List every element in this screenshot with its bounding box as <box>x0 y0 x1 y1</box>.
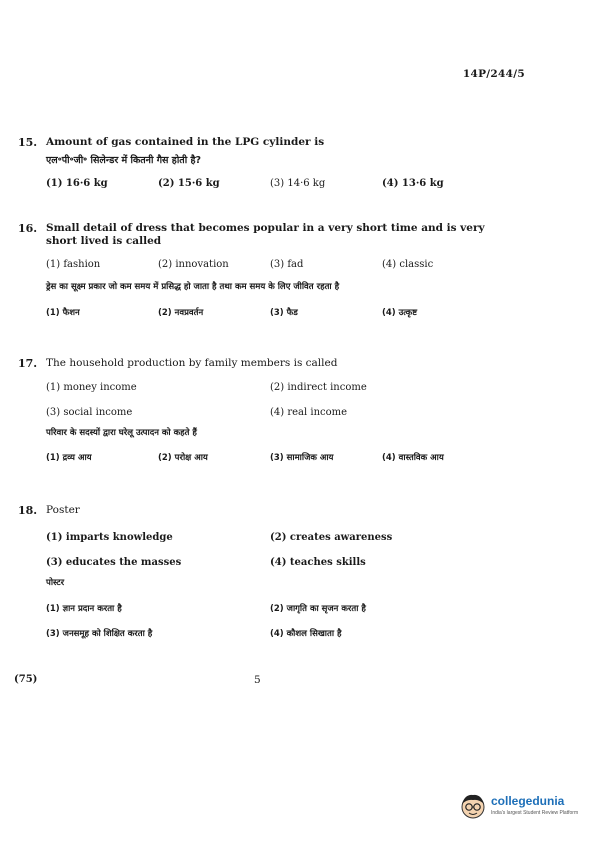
options-row <box>46 178 518 191</box>
footer-code: (75) <box>14 674 38 685</box>
option-1: (1) money income <box>46 382 137 393</box>
options-row-en <box>46 259 518 272</box>
question-number: 15. <box>18 136 38 149</box>
option-3-hi: (3) जनसमूह को शिक्षित करता है <box>46 629 153 639</box>
question-18 <box>18 504 518 641</box>
option-2: (2) 15·6 kg <box>158 178 220 189</box>
option-2: (2) indirect income <box>270 382 367 393</box>
question-text-en: Small detail of dress that becomes popular in a very short time and is very short lived is called <box>46 222 485 247</box>
option-3-hi: (3) फैड <box>270 308 298 318</box>
option-3: (3) fad <box>270 259 304 270</box>
student-avatar-icon <box>459 792 487 820</box>
option-4: (4) 13·6 kg <box>382 178 444 189</box>
option-2: (2) innovation <box>158 259 229 270</box>
question-16 <box>18 222 518 320</box>
option-2: (2) creates awareness <box>270 532 393 543</box>
option-1: (1) fashion <box>46 259 101 270</box>
question-number: 16. <box>18 222 38 235</box>
question-15 <box>18 136 518 191</box>
options-row-hi <box>46 307 518 320</box>
question-17 <box>18 357 518 465</box>
option-3: (3) 14·6 kg <box>270 178 326 189</box>
options-row-en-1 <box>46 532 518 545</box>
options-row-en-2 <box>46 557 518 570</box>
option-2-hi: (2) परोक्ष आय <box>158 453 208 463</box>
option-1-hi: (1) ज्ञान प्रदान करता है <box>46 604 122 614</box>
question-text-en: The household production by family members is called <box>46 357 338 369</box>
logo-brand: collegedunia <box>491 794 565 808</box>
options-row-en-1 <box>46 382 518 395</box>
collegedunia-logo <box>459 790 577 824</box>
question-text-en: Amount of gas contained in the LPG cylinder is <box>46 136 325 148</box>
option-2-hi: (2) जागृति का सृजन करता है <box>270 604 366 614</box>
option-4: (4) teaches skills <box>270 557 366 568</box>
option-4: (4) real income <box>270 407 348 418</box>
question-text-hi: परिवार के सदस्यों द्वारा घरेलू उत्पादन को कहते हैं <box>46 428 197 438</box>
option-4-hi: (4) वास्तविक आय <box>382 453 444 463</box>
page-number: 5 <box>254 674 261 686</box>
options-row-hi-1 <box>46 603 518 616</box>
option-4: (4) classic <box>382 259 434 270</box>
options-row-en-2 <box>46 407 518 420</box>
option-3-hi: (3) सामाजिक आय <box>270 453 334 463</box>
option-1: (1) imparts knowledge <box>46 532 173 543</box>
options-row-hi-2 <box>46 628 518 641</box>
options-row-hi <box>46 452 518 465</box>
option-1-hi: (1) द्रव्य आय <box>46 453 92 463</box>
question-text-hi: एल॰पी॰जी॰ सिलेन्डर में कितनी गैस होती है? <box>46 155 202 166</box>
option-3: (3) educates the masses <box>46 557 182 568</box>
option-4-hi: (4) कौशल सिखाता है <box>270 629 342 639</box>
question-text-en: Poster <box>46 504 80 516</box>
option-1-hi: (1) फैशन <box>46 308 80 318</box>
question-text-hi: पोस्टर <box>46 578 65 588</box>
question-number: 18. <box>18 504 38 517</box>
logo-tagline: India's largest Student Review Platform <box>491 810 579 816</box>
question-number: 17. <box>18 357 38 370</box>
option-3: (3) social income <box>46 407 133 418</box>
option-4-hi: (4) उत्कृष्ट <box>382 308 418 318</box>
paper-code: 14P/244/5 <box>462 68 525 80</box>
option-1: (1) 16·6 kg <box>46 178 108 189</box>
question-text-hi: ड्रेस का सूक्ष्म प्रकार जो कम समय में प्रसिद्ध हो जाता है तथा कम समय के लिए जीवित रहता है <box>46 282 340 292</box>
option-2-hi: (2) नवप्रवर्तन <box>158 308 204 318</box>
